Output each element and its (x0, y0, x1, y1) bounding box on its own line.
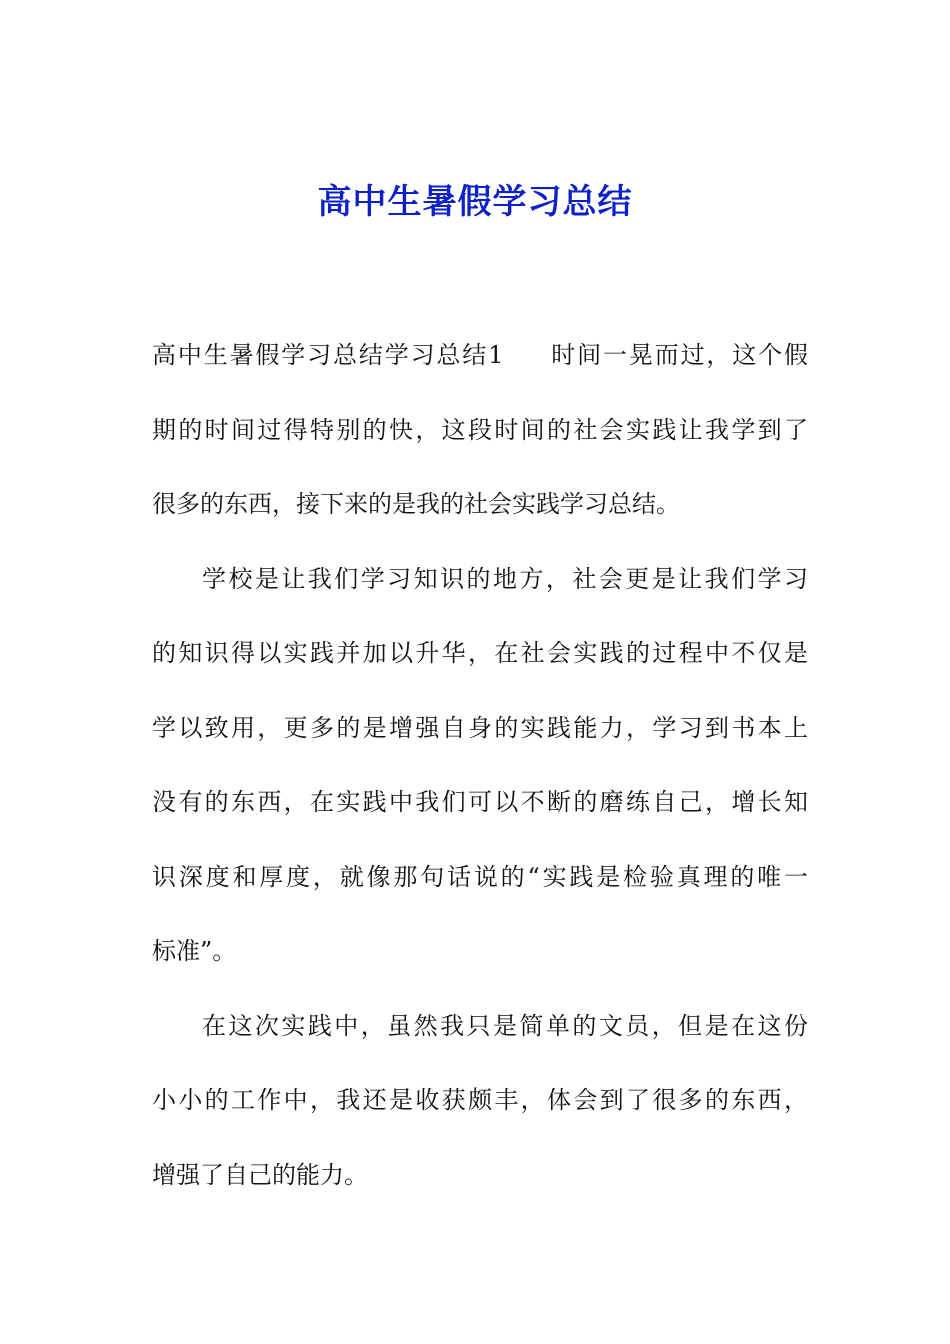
paragraph-3-line-2: 小小的工作中，我还是收获颇丰，体会到了很多的东西， (152, 1086, 808, 1114)
paragraph-1-line-1 (152, 318, 808, 393)
paragraph-2-line-4: 没有的东西，在实践中我们可以不断的磨练自己，增长知 (152, 788, 808, 816)
paragraph-2-line-2: 的知识得以实践并加以升华，在社会实践的过程中不仅是 (152, 639, 808, 667)
paragraph-2-line-3: 学以致用，更多的是增强自身的实践能力，学习到书本上 (152, 713, 808, 742)
paragraph-text: 时间一晃而过，这个假 (549, 341, 808, 369)
heading-inline-text: 高中生暑假学习总结学习总结1 (152, 341, 504, 369)
document-title: 高中生暑假学习总结 (317, 182, 633, 222)
document-body (152, 318, 808, 1212)
paragraph-2-line-1: 学校是让我们学习知识的地方，社会更是让我们学习 (202, 564, 808, 593)
paragraph-3-line-1: 在这次实践中，虽然我只是简单的文员，但是在这份 (202, 1011, 808, 1040)
paragraph-1-line-2: 期的时间过得特别的快，这段时间的社会实践让我学到了 (152, 415, 808, 444)
paragraph-3-line-3: 增强了自己的能力。 (152, 1160, 368, 1189)
paragraph-1-line-3: 很多的东西，接下来的是我的社会实践学习总结。 (152, 490, 680, 518)
paragraph-2-line-6: 标准”。 (152, 937, 237, 965)
paragraph-2-line-5: 识深度和厚度，就像那句话说的“实践是检验真理的唯一 (152, 862, 808, 891)
